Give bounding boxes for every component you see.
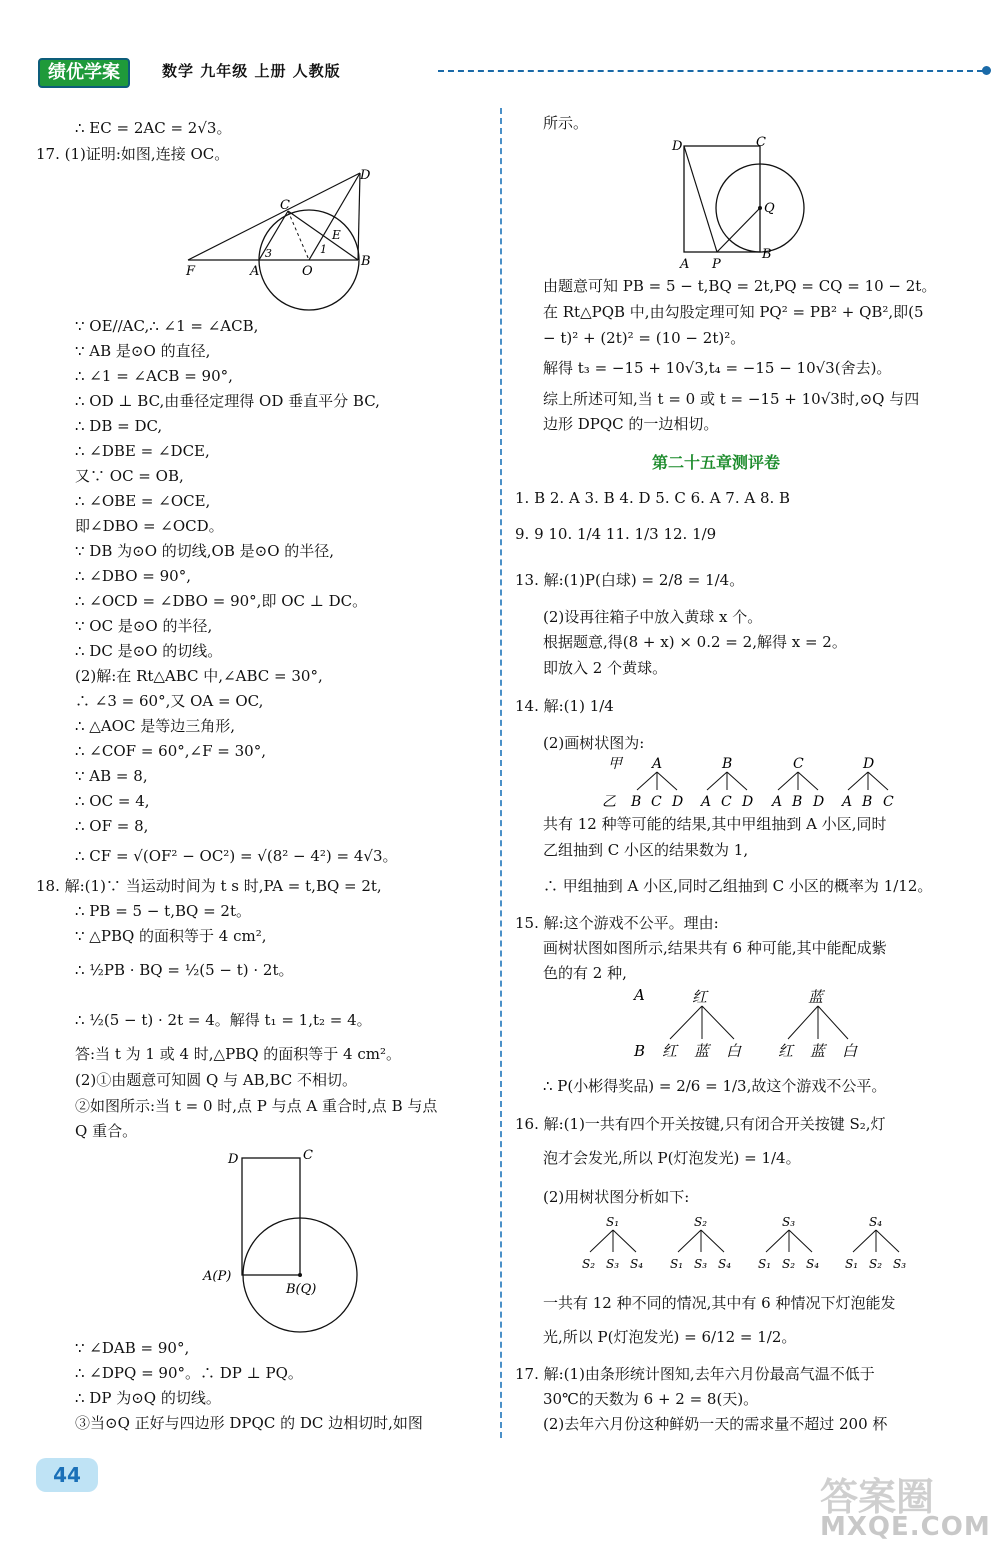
text-line: ②如图所示:当 t = 0 时,点 P 与点 A 重合时,点 B 与点 [75,1097,438,1115]
question-18-heading: 18. 解:(1)∵ 当运动时间为 t s 时,PA = t,BQ = 2t, [36,877,382,895]
tree16-leaf: S₂ [869,1257,883,1271]
tree14-leaf: 乙 [602,794,616,810]
text-line: (2)画树状图为: [543,734,645,752]
text-line: (2)去年六月份这种鲜奶一天的需求量不超过 200 杯 [543,1415,888,1433]
text-line: 边形 DPQC 的一边相切。 [543,415,719,433]
page-header [38,58,958,86]
text-line: ∴ ½PB · BQ = ½(5 − t) · 2t。 [75,961,294,979]
tree14-leaf: B [862,794,873,810]
page-number: 44 [36,1458,98,1492]
figure-18a [200,1143,380,1333]
tree15-root: 蓝 [808,988,824,1006]
question-13-heading: 13. 解:(1)P(白球) = 2/8 = 1/4。 [515,571,745,589]
text-line: ∴ ∠COF = 60°,∠F = 30°, [75,742,266,760]
text-line: 一共有 12 种不同的情况,其中有 6 种情况下灯泡能发 [543,1294,896,1312]
text-line: ∴ ∠DPQ = 90°。∴ DP ⊥ PQ。 [75,1364,303,1382]
tree16-leaf: S₁ [758,1257,772,1271]
text-line: ∴ ∠DBE = ∠DCE, [75,442,210,460]
tree16-leaf: S₁ [670,1257,684,1271]
text-line: 又∵ OC = OB, [75,467,184,485]
figure-18b [670,134,810,274]
fig18b-label-C: C [756,135,766,150]
fig18a-label-BQ: B(Q) [286,1282,317,1297]
tree16-root: S₄ [869,1215,883,1229]
tree15-leaf: 蓝 [810,1042,826,1060]
fig17-label-F: F [186,264,196,279]
tree14-leaf: A [772,794,783,810]
text-line: ∴ P(小彬得奖品) = 2/6 = 1/3,故这个游戏不公平。 [543,1077,887,1095]
text-line: ∴ DB = DC, [75,417,163,435]
text-line: ∴ DC 是⊙O 的切线。 [75,642,223,660]
fig18b-label-Q: Q [764,201,775,216]
question-14-heading: 14. 解:(1) 1/4 [515,697,614,715]
tree16-leaf: S₁ [845,1257,859,1271]
fig18a-label-AP: A(P) [203,1269,232,1284]
tree14-leaf: B [631,794,642,810]
tree14-leaf: D [813,794,825,810]
tree16-leaf: S₃ [893,1257,907,1271]
tree16-root: S₂ [694,1215,708,1229]
tree14-leaf: B [792,794,803,810]
text-line: ∴ ∠OCD = ∠DBO = 90°,即 OC ⊥ DC。 [75,592,368,610]
watermark-logo: 答案圈 [820,1475,935,1519]
tree16-leaf: S₄ [806,1257,820,1271]
fig17-label-A: A [250,264,260,279]
text-line: ∴ DP 为⊙Q 的切线。 [75,1389,221,1407]
header-dotted-rule [438,70,983,72]
text-line: ∵ OE//AC,∴ ∠1 = ∠ACB, [75,317,259,335]
text-line: ∴ OF = 8, [75,817,149,835]
tree-diagram-16 [576,1212,916,1277]
question-17-heading: 17. 解:(1)由条形统计图知,去年六月份最高气温不低于 [515,1365,875,1383]
text-line: 所示。 [543,114,589,132]
fig18b-label-D: D [672,139,683,154]
text-line: ∴ EC = 2AC = 2√3。 [75,119,232,137]
tree16-leaf: S₂ [782,1257,796,1271]
fig17-label-3: 3 [265,247,272,260]
tree15-leaf: 红 [778,1042,794,1060]
fig17-label-C: C [280,198,290,213]
tree14-root: D [863,756,875,772]
book-subtitle: 数学 九年级 上册 人教版 [162,62,341,80]
text-line: 画树状图如图所示,结果共有 6 种可能,其中能配成紫 [543,939,887,957]
fig17-label-O: O [302,264,313,279]
tree14-leaf: C [651,794,662,810]
tree16-leaf: S₄ [718,1257,732,1271]
text-line: ∴ CF = √(OF² − OC²) = √(8² − 4²) = 4√3。 [75,847,398,865]
tree16-root: S₁ [606,1215,620,1229]
tree16-leaf: S₂ [582,1257,596,1271]
text-line: (2)用树状图分析如下: [543,1188,690,1206]
fig18b-label-A: A [680,257,690,272]
text-line: 乙组抽到 C 小区的结果数为 1, [543,841,749,859]
watermark-url: MXQE.COM [820,1512,991,1542]
text-line: (2)解:在 Rt△ABC 中,∠ABC = 30°, [75,667,323,685]
text-line: 泡才会发光,所以 P(灯泡发光) = 1/4。 [543,1149,801,1167]
text-line: ∵ △PBQ 的面积等于 4 cm², [75,927,267,945]
tree15-leaf: 白 [726,1042,742,1060]
text-line: ∴ ∠3 = 60°,又 OA = OC, [75,692,264,710]
book-logo: 绩优学案 [38,58,130,88]
text-line: ∵ DB 为⊙O 的切线,OB 是⊙O 的半径, [75,542,335,560]
tree-diagram-15 [626,984,876,1064]
text-line: ∴ 甲组抽到 A 小区,同时乙组抽到 C 小区的概率为 1/12。 [543,877,933,895]
fig17-label-D: D [360,168,371,183]
tree14-root: C [793,756,804,772]
header-end-dot [982,66,991,75]
text-line: (2)①由题意可知圆 Q 与 AB,BC 不相切。 [75,1071,358,1089]
text-line: 在 Rt△PQB 中,由勾股定理可知 PQ² = PB² + QB²,即(5 [543,303,924,321]
tree15-leaf: 蓝 [694,1042,710,1060]
fig17-label-B: B [361,254,371,269]
text-line: − t)² + (2t)² = (10 − 2t)²。 [543,329,746,347]
tree16-leaf: S₃ [694,1257,708,1271]
tree16-leaf: S₄ [630,1257,644,1271]
text-line: 即∠DBO = ∠OCD。 [75,517,224,535]
tree-diagram-14 [596,752,906,812]
tree15-leaf: 白 [842,1042,858,1060]
text-line: 色的有 2 种, [543,964,627,982]
question-16-heading: 16. 解:(1)一共有四个开关按键,只有闭合开关按键 S₂,灯 [515,1115,886,1133]
tree14-root: 甲 [608,756,622,772]
tree15-leaf: 红 [662,1042,678,1060]
text-line: Q 重合。 [75,1122,138,1140]
text-line: ∵ AB 是⊙O 的直径, [75,342,211,360]
question-17-heading: 17. (1)证明:如图,连接 OC。 [36,145,230,163]
fig18a-label-C: C [303,1148,313,1163]
fig18b-label-B: B [762,247,772,262]
text-line: ∴ ∠1 = ∠ACB = 90°, [75,367,233,385]
figure-17 [180,165,380,315]
text-line: ∵ AB = 8, [75,767,148,785]
text-line: 共有 12 种等可能的结果,其中甲组抽到 A 小区,同时 [543,815,887,833]
text-line: 由题意可知 PB = 5 − t,BQ = 2t,PQ = CQ = 10 − 2t。 [543,277,937,295]
text-line: ∵ OC 是⊙O 的半径, [75,617,213,635]
tree16-leaf: S₃ [606,1257,620,1271]
answer-line: 1. B 2. A 3. B 4. D 5. C 6. A 7. A 8. B [515,489,791,507]
text-line: 解得 t₃ = −15 + 10√3,t₄ = −15 − 10√3(舍去)。 [543,359,892,377]
tree15-root: A [634,986,645,1004]
tree16-root: S₃ [782,1215,796,1229]
fig17-label-1: 1 [320,243,327,256]
fig17-label-E: E [332,228,341,242]
text-line: ∴ △AOC 是等边三角形, [75,717,235,735]
tree14-leaf: C [721,794,732,810]
text-line: ∴ ∠OBE = ∠OCE, [75,492,211,510]
tree14-leaf: A [701,794,712,810]
text-line: ∴ ∠DBO = 90°, [75,567,191,585]
text-line: (2)设再往箱子中放入黄球 x 个。 [543,608,763,626]
text-line: 根据题意,得(8 + x) × 0.2 = 2,解得 x = 2。 [543,633,847,651]
text-line: ③当⊙Q 正好与四边形 DPQC 的 DC 边相切时,如图 [75,1414,423,1432]
text-line: ∴ PB = 5 − t,BQ = 2t。 [75,902,251,920]
tree15-root: 红 [692,988,708,1006]
tree14-leaf: A [842,794,853,810]
tree14-leaf: C [883,794,894,810]
text-line: 30℃的天数为 6 + 2 = 8(天)。 [543,1390,759,1408]
text-line: 即放入 2 个黄球。 [543,659,668,677]
question-15-heading: 15. 解:这个游戏不公平。理由: [515,914,719,932]
text-line: 光,所以 P(灯泡发光) = 6/12 = 1/2。 [543,1328,797,1346]
text-line: ∴ OC = 4, [75,792,150,810]
tree14-leaf: D [742,794,754,810]
text-line: 答:当 t 为 1 或 4 时,△PBQ 的面积等于 4 cm²。 [75,1045,401,1063]
answer-line: 9. 9 10. 1/4 11. 1/3 12. 1/9 [515,525,717,543]
fig18b-label-P: P [712,257,721,272]
text-line: 综上所述可知,当 t = 0 或 t = −15 + 10√3时,⊙Q 与四 [543,390,920,408]
tree14-root: A [652,756,663,772]
column-divider [500,108,502,1438]
tree14-root: B [722,756,733,772]
tree15-leaf: B [634,1042,646,1060]
text-line: ∴ OD ⊥ BC,由垂径定理得 OD 垂直平分 BC, [75,392,380,410]
fig18a-label-D: D [228,1152,239,1167]
tree14-leaf: D [672,794,684,810]
text-line: ∴ ½(5 − t) · 2t = 4。解得 t₁ = 1,t₂ = 4。 [75,1011,372,1029]
section-title: 第二十五章测评卷 [652,453,781,472]
text-line: ∵ ∠DAB = 90°, [75,1339,190,1357]
